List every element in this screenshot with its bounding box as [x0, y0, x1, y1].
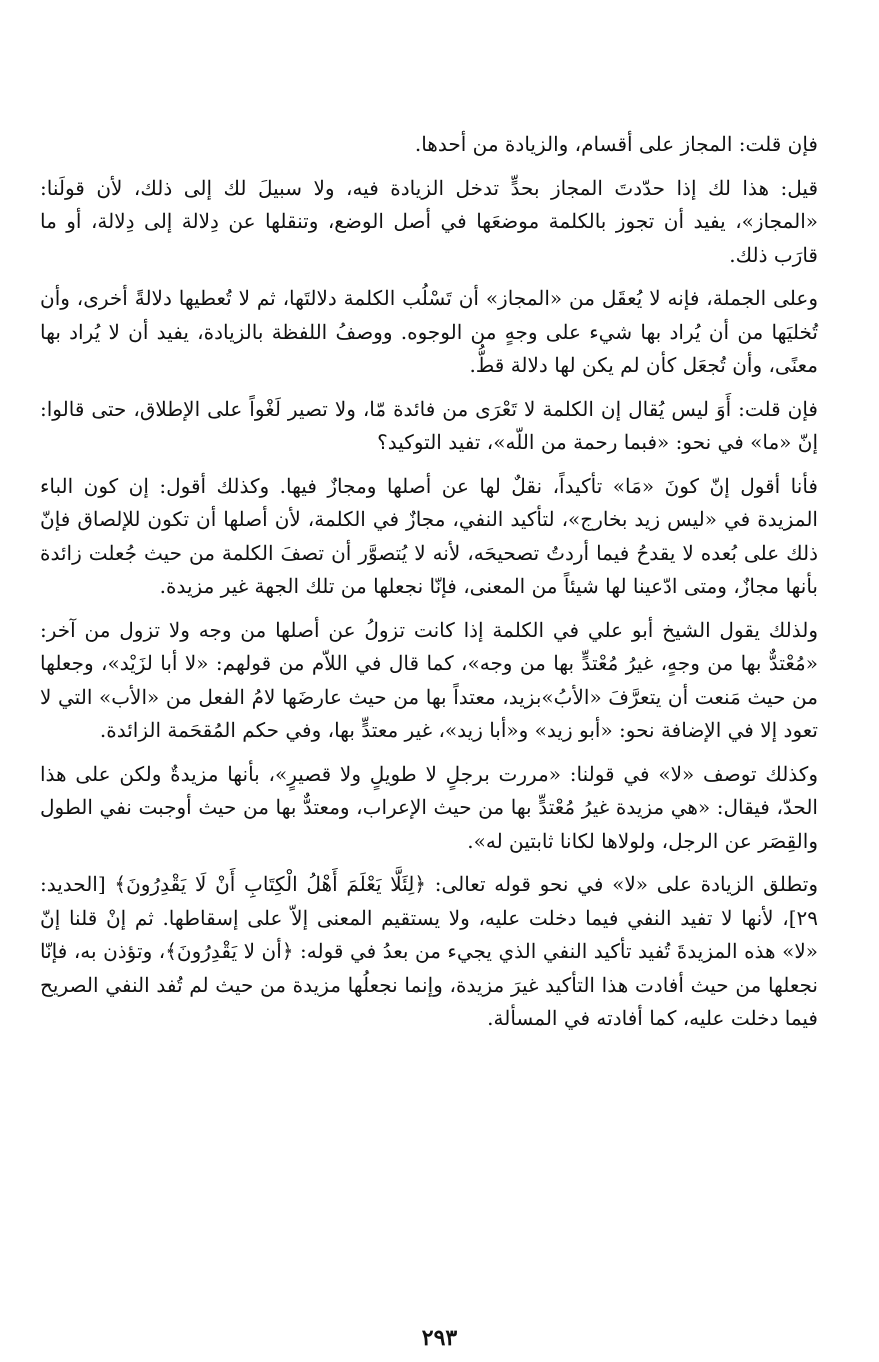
paragraph: وتطلق الزيادة على «لا» في نحو قوله تعالى: ﴿لِئَلَّا يَعْلَمَ أَهْلُ الْكِتَابِ أَنْ لَا يَقْدِرُونَ﴾ [الحديد: ٢٩]، لأنها لا تفيد النفي فيما دخلت عليه، ولا يستقيم المعنى إلاّ على إسقاطها. ثم إنْ قلنا إنّ «لا» هذه المزيدةَ تُفيد تأكيد النفي الذي يجيء من بعدُ في قوله: ﴿أن لا يَقْدِرُونَ﴾، وتؤذن به، فإنّا نجعلها من حيث أفادت هذا التأكيد غيرَ مزيدة، وإنما نجعلُها مزيدة من حيث لم تُفد النفي الصريح فيما دخلت عليه، كما أفادته في المسألة.	[40, 872, 818, 1030]
page-body	[40, 128, 818, 1046]
paragraph: وعلى الجملة، فإنه لا يُعقَل من «المجاز» أن تَسْلُب الكلمة دلالتَها، ثم لا تُعطيها دلالةً أخرى، وأن تُخليَها من أن يُراد بها شيء على وجهٍ من الوجوه. ووصفُ اللفظة بالزيادة، يفيد أن لا يُراد بها معنًى، وأن تُجعَل كأن لم يكن لها دلالة قطُّ.	[40, 286, 818, 377]
paragraph: فإن قلت: أَوَ ليس يُقال إن الكلمة لا تَعْرَى من فائدة مّا، ولا تصير لَغْواً على الإطلاق، حتى قالوا: إنّ «ما» في نحو: «فبما رحمة من اللّه»، تفيد التوكيد؟	[40, 396, 818, 454]
paragraph: وكذلك توصف «لا» في قولنا: «مررت برجلٍ لا طويلٍ ولا قصيرٍ»، بأنها مزيدةٌ ولكن على هذا الحدّ، فيقال: «هي مزيدة غيرُ مُعْتدٍّ بها من حيث الإعراب، ومعتدٌّ بها من حيث أوجبت نفي الطول والقِصَر عن الرجل، ولولاها لكانا ثابتين له».	[40, 761, 818, 853]
paragraph: فأنا أقول إنّ كونَ «مَا» تأكيداً، نقلٌ لها عن أصلها ومجازٌ فيها. وكذلك أقول: إن كون الباء المزيدة في «ليس زيد بخارج»، لتأكيد النفي، مجازٌ في الكلمة، لأن أصلها أن تكون للإلصاق فإنّ ذلك على بُعده لا يقدحُ فيما أردتُ تصحيحَه، لأنه لا يُتصوَّر أن تصفَ الكلمة من حيث جُعلت زائدة بأنها مجازٌ، ومتى ادّعينا لها شيئاً من المعنى، فإنّا نجعلها من تلك الجهة غير مزيدة.	[40, 473, 818, 598]
paragraph: فإن قلت: المجاز على أقسام، والزيادة من أحدها.	[414, 132, 818, 156]
paragraph: ولذلك يقول الشيخ أبو علي في الكلمة إذا كانت تزولُ عن أصلها من وجه ولا تزول من آخر: «مُعْتدٌّ بها من وجهٍ، غيرُ مُعْتدٍّ بها من وجه»، كما قال في اللاّم من قولهم: «لا أبا لزَيْد»، وجعلها من حيث مَنعت أن يتعرَّفَ «الأبُ»بزيد، معتداً بها من حيث عارضَها لامُ الفعل من «الأب» التي لا تعود إلا في الإضافة نحو: «أبو زيد» و«أبا زيد»، غير معتدٍّ بها، وفي حكم المُقحَمة الزائدة.	[40, 617, 818, 742]
paragraph: قيل: هذا لك إذا حدّدتَ المجاز بحدٍّ تدخل الزيادة فيه، ولا سبيلَ لك إلى ذلك، لأن قولَنا: «المجاز»، يفيد أن تجوز بالكلمة موضعَها في أصل الوضع، وتنقلها عن دِلالة إلى دِلالة، أو ما قارَب ذلك.	[40, 175, 818, 267]
page-number: ٢٩٣	[421, 1325, 458, 1351]
